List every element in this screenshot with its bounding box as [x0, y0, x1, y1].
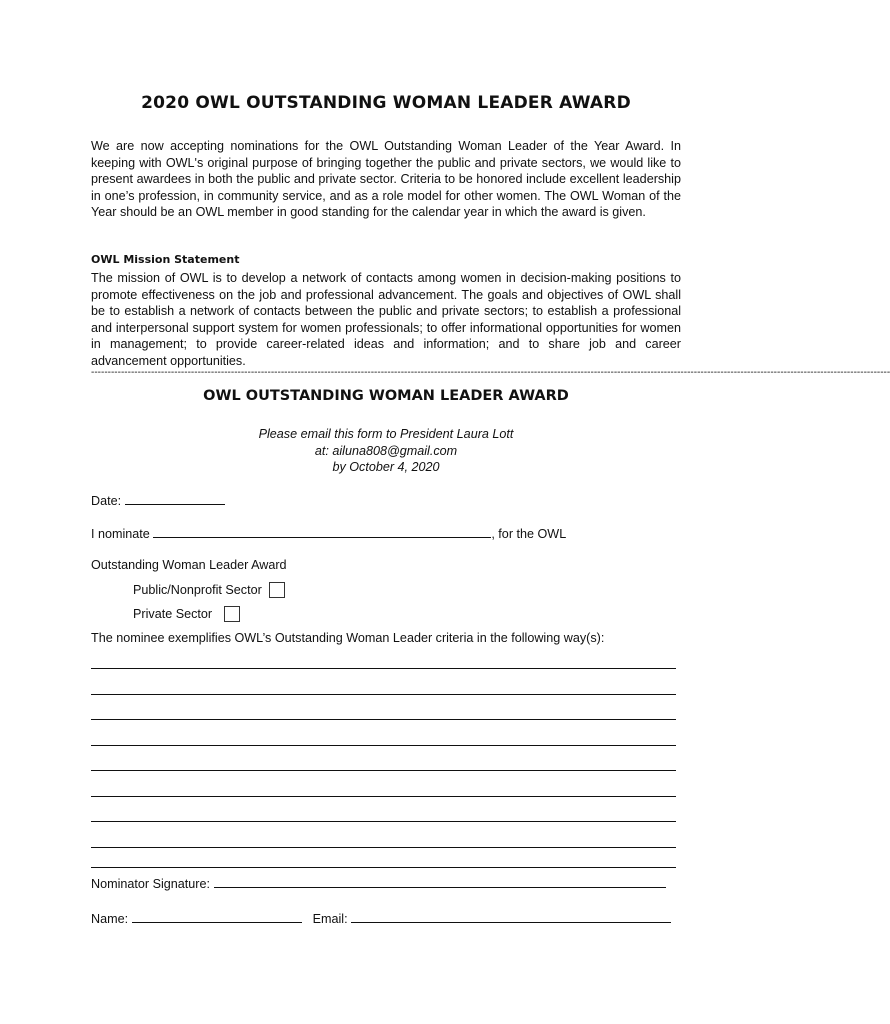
mission-paragraph: The mission of OWL is to develop a network of contacts among women in decision-making positions to promote effectiveness on the job and professional advancement. The goals and objectives of OWL shall be to establish a network of contacts between the public and private sectors; to establish a professional and interpersonal support system for women professionals; to offer informational opportunities for women in management; to provide career-related ideas and information; and to share job and career advancement opportunities.	[91, 271, 681, 368]
signature-row	[91, 876, 666, 891]
criteria-answer-line[interactable]	[91, 821, 676, 822]
private-sector-option	[133, 606, 240, 622]
public-sector-checkbox[interactable]	[269, 582, 285, 598]
document-title: 2020 OWL OUTSTANDING WOMAN LEADER AWARD	[141, 93, 631, 113]
form-title: OWL OUTSTANDING WOMAN LEADER AWARD	[203, 388, 569, 404]
nominate-row	[91, 526, 566, 541]
private-sector-label: Private Sector	[133, 607, 213, 621]
email-field[interactable]	[351, 911, 671, 923]
name-label: Name:	[91, 912, 129, 926]
instruction-line: Please email this form to President Laura Lott	[258, 427, 514, 441]
criteria-answer-line[interactable]	[91, 867, 676, 868]
signature-label: Nominator Signature:	[91, 877, 211, 891]
name-email-row	[91, 911, 671, 926]
nominate-label: I nominate	[91, 527, 150, 541]
criteria-answer-line[interactable]	[91, 770, 676, 771]
criteria-answer-line[interactable]	[91, 796, 676, 797]
signature-field[interactable]	[214, 876, 666, 888]
nominee-field[interactable]	[153, 526, 491, 538]
criteria-prompt: The nominee exemplifies OWL’s Outstanding Woman Leader criteria in the following way(s):	[91, 631, 605, 645]
instruction-line: by October 4, 2020	[332, 460, 440, 474]
criteria-answer-line[interactable]	[91, 668, 676, 669]
date-field[interactable]	[125, 493, 225, 505]
date-label: Date:	[91, 494, 122, 508]
email-label: Email:	[312, 912, 348, 926]
date-row	[91, 493, 225, 508]
public-sector-label: Public/Nonprofit Sector	[133, 583, 262, 597]
name-field[interactable]	[132, 911, 302, 923]
intro-paragraph: We are now accepting nominations for the OWL Outstanding Woman Leader of the Year Award. In keeping with OWL's original purpose of bringing together the public and private sectors, we would like to present awardees in both the public and private sector. Criteria to be honored include excellent leadership in one’s profession, in community service, and as a role model for other women. The OWL Woman of the Year should be an OWL member in good standing for the calendar year in which the award is given.	[91, 139, 681, 219]
mission-heading: OWL Mission Statement	[91, 253, 240, 266]
criteria-answer-line[interactable]	[91, 694, 676, 695]
separator-line: ------------------------------------------------------------------------------------------------------------------------------------------------------------------------------------------------------------------------------------------------	[91, 367, 890, 378]
form-instructions	[91, 426, 681, 476]
public-sector-option	[133, 582, 285, 598]
criteria-answer-line[interactable]	[91, 745, 676, 746]
award-label: Outstanding Woman Leader Award	[91, 558, 287, 572]
criteria-answer-line[interactable]	[91, 719, 676, 720]
private-sector-checkbox[interactable]	[224, 606, 240, 622]
criteria-answer-line[interactable]	[91, 847, 676, 848]
instruction-line: at: ailuna808@gmail.com	[314, 443, 458, 458]
nominate-suffix: , for the OWL	[491, 527, 567, 541]
